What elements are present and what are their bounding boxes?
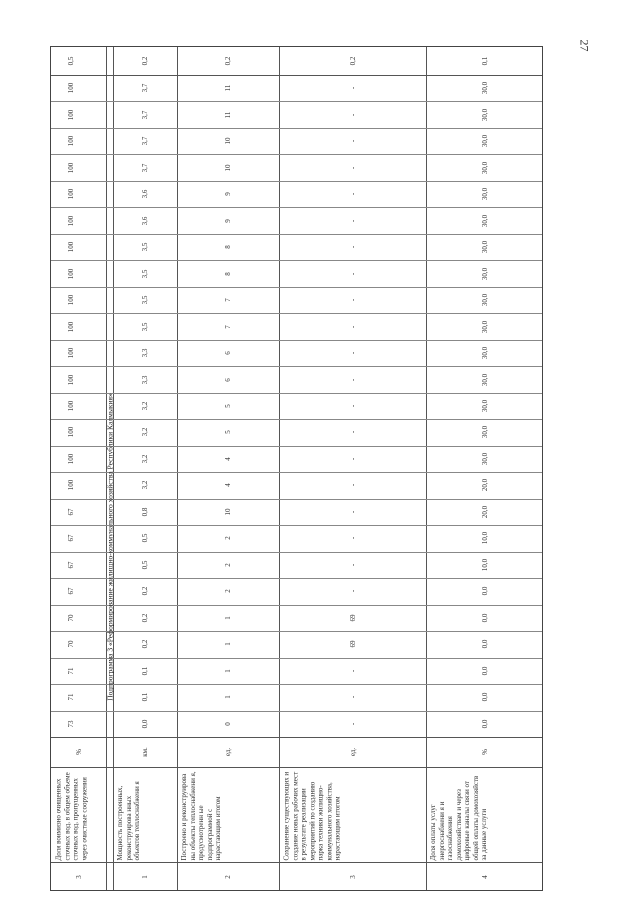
value-cell: 2 <box>224 536 232 541</box>
value-cell: 0,8 <box>141 507 149 517</box>
value-cell: 100 <box>67 188 75 200</box>
value-cell: 30,0 <box>481 82 489 95</box>
value-cell: 100 <box>67 294 75 306</box>
value-cell: 30,0 <box>481 108 489 121</box>
value-cell: 30,0 <box>481 240 489 254</box>
value-cell: 0,0 <box>481 666 489 676</box>
value-cell: 100 <box>67 427 75 438</box>
value-cell: 100 <box>67 268 75 279</box>
column-divider <box>51 578 542 579</box>
value-cell: 8 <box>224 271 232 276</box>
column-divider <box>51 181 542 182</box>
value-cell: - <box>348 325 357 328</box>
value-cell: 1 <box>224 642 232 647</box>
column-divider <box>51 711 542 712</box>
value-cell: 0,1 <box>141 692 149 702</box>
unit: % <box>74 749 83 755</box>
column-divider <box>51 75 542 76</box>
value-cell: 100 <box>67 162 75 173</box>
value-cell: 70 <box>67 614 75 622</box>
value-cell: 30,0 <box>481 320 489 333</box>
value-cell: 100 <box>67 453 75 465</box>
indicator-name: Доля воимизно очищенных сточных вод, в общем объеме сточных вод, пропущенных через очистные сооружения <box>54 771 88 860</box>
value-cell: 3,3 <box>141 375 149 384</box>
row-number: 1 <box>141 875 149 879</box>
row-number: 4 <box>481 875 489 879</box>
value-cell: 0,0 <box>481 719 489 729</box>
column-divider <box>51 287 542 288</box>
column-divider <box>51 631 542 632</box>
value-cell: 30,0 <box>481 188 489 201</box>
value-cell: 30,0 <box>481 293 489 307</box>
value-cell: 69 <box>348 614 357 622</box>
value-cell: 30,0 <box>481 452 489 466</box>
value-cell: 69 <box>348 640 357 648</box>
unit: ед. <box>348 747 357 757</box>
value-cell: - <box>348 537 357 540</box>
last-value-cell: 0,1 <box>481 56 489 66</box>
value-cell: - <box>348 590 357 593</box>
indicator-name: Построено и реконструирова ны объекты теплоснабжени я, предусмотренн ые подпрограммой с нарастающим итогом <box>180 770 222 860</box>
value-cell: - <box>348 166 357 169</box>
value-cell: 70 <box>67 640 75 648</box>
value-cell: - <box>348 510 357 514</box>
value-cell: 10 <box>224 164 232 172</box>
value-cell: 11 <box>224 111 232 119</box>
value-cell: 10 <box>224 137 232 145</box>
value-cell: - <box>348 431 357 434</box>
value-cell: 3,6 <box>141 189 149 199</box>
value-cell: 9 <box>224 192 232 196</box>
column-divider <box>51 446 542 447</box>
value-cell: - <box>348 245 357 249</box>
unit: км. <box>141 747 149 757</box>
value-cell: 30,0 <box>481 161 489 174</box>
value-cell: 0,0 <box>481 586 489 596</box>
value-cell: 3,5 <box>141 242 149 252</box>
value-cell: 100 <box>67 135 75 147</box>
value-cell: 20,0 <box>481 479 489 492</box>
value-cell: 1 <box>224 616 232 620</box>
value-cell: - <box>348 192 357 196</box>
value-cell: 0 <box>224 722 232 726</box>
value-cell: 30,0 <box>481 267 489 280</box>
value-cell: - <box>348 87 357 90</box>
value-cell: 67 <box>67 587 75 595</box>
value-cell: - <box>348 219 357 222</box>
value-cell: 6 <box>224 351 232 355</box>
value-cell: - <box>348 722 357 725</box>
value-cell: - <box>348 404 357 408</box>
row-number: 3 <box>74 875 83 879</box>
value-cell: - <box>348 669 357 672</box>
row-divider <box>426 47 427 890</box>
row-number: 2 <box>224 875 232 879</box>
value-cell: 100 <box>67 109 75 120</box>
value-cell: - <box>348 563 357 567</box>
value-cell: 0,1 <box>141 666 149 676</box>
value-cell: 2 <box>224 563 232 567</box>
column-divider <box>51 366 542 367</box>
value-cell: 73 <box>67 720 75 728</box>
value-cell: 0,2 <box>141 639 149 649</box>
value-cell: - <box>348 457 357 461</box>
column-divider <box>51 862 542 863</box>
value-cell: 30,0 <box>481 373 489 386</box>
value-cell: 100 <box>67 215 75 226</box>
value-cell: 10,0 <box>481 532 489 545</box>
value-cell: 30,0 <box>481 135 489 148</box>
value-cell: 1 <box>224 669 232 673</box>
value-cell: 3,7 <box>141 163 149 173</box>
value-cell: 3,2 <box>141 401 149 411</box>
value-cell: 7 <box>224 324 232 329</box>
value-cell: 0,5 <box>141 534 149 543</box>
value-cell: 30,0 <box>481 426 489 439</box>
value-cell: 11 <box>224 84 232 92</box>
value-cell: 30,0 <box>481 214 489 227</box>
value-cell: 71 <box>67 667 75 675</box>
value-cell: - <box>348 140 357 143</box>
value-cell: 9 <box>224 218 232 223</box>
value-cell: 0,2 <box>141 613 149 623</box>
value-cell: - <box>348 298 357 302</box>
column-divider <box>51 525 542 526</box>
last-value-cell: 0,2 <box>141 56 149 66</box>
column-divider <box>51 658 542 659</box>
value-cell: 20,0 <box>481 505 489 519</box>
value-cell: 3,5 <box>141 295 149 305</box>
value-cell: - <box>348 351 357 355</box>
value-cell: 10,0 <box>481 558 489 571</box>
column-divider <box>51 101 542 102</box>
indicators-table <box>50 46 543 891</box>
value-cell: 10 <box>224 508 232 516</box>
value-cell: 8 <box>224 245 232 249</box>
row-divider <box>177 47 178 890</box>
last-value-cell: 0,2 <box>348 56 357 66</box>
column-divider <box>51 552 542 553</box>
value-cell: 5 <box>224 430 232 435</box>
value-cell: 0,0 <box>481 639 489 649</box>
value-cell: 71 <box>67 693 75 701</box>
subprogram-title: Подпрограмма 3 «Реформирование жилищно-коммунального хозяйства Республики Калмыкия» <box>105 393 114 701</box>
value-cell: 30,0 <box>481 399 489 413</box>
value-cell: 30,0 <box>481 346 489 360</box>
value-cell: 3,2 <box>141 454 149 464</box>
value-cell: 3,7 <box>141 83 149 93</box>
value-cell: 5 <box>224 404 232 408</box>
indicator-name: Мощность построенных, реконструирова нных объектов теплоснабжени я <box>116 780 141 860</box>
value-cell: 3,2 <box>141 481 149 490</box>
unit: % <box>481 749 489 755</box>
value-cell: 3,7 <box>141 110 149 120</box>
page-number: 27 <box>577 39 592 52</box>
value-cell: 100 <box>67 374 75 385</box>
value-cell: 0,0 <box>481 692 489 702</box>
value-cell: 100 <box>67 480 75 491</box>
value-cell: 6 <box>224 377 232 382</box>
value-cell: 0,5 <box>141 560 149 570</box>
value-cell: 67 <box>67 508 75 516</box>
value-cell: 3,2 <box>141 428 149 437</box>
column-divider <box>51 234 542 235</box>
column-divider <box>51 767 542 768</box>
column-divider <box>51 684 542 685</box>
row-number: 3 <box>348 875 357 879</box>
value-cell: 67 <box>67 534 75 542</box>
last-value-cell: 0,5 <box>67 56 75 66</box>
column-divider <box>51 419 542 420</box>
value-cell: - <box>348 272 357 275</box>
row-divider <box>279 47 280 890</box>
value-cell: 3,6 <box>141 216 149 225</box>
last-value-cell: 0,2 <box>224 56 232 66</box>
column-divider <box>51 605 542 606</box>
value-cell: 2 <box>224 589 232 594</box>
value-cell: 100 <box>67 400 75 412</box>
value-cell: 67 <box>67 561 75 569</box>
column-divider <box>51 393 542 394</box>
unit: ед. <box>224 747 232 757</box>
column-divider <box>51 737 542 738</box>
value-cell: - <box>348 378 357 381</box>
indicator-name: Доля оплаты услуг энергоснабжени я и газоснабжения домохозяйствам и через цифровые каналы связи от общей оплаты домохозяйств за данные услуги <box>429 775 488 860</box>
value-cell: 100 <box>67 347 75 359</box>
value-cell: 3,5 <box>141 322 149 331</box>
value-cell: - <box>348 484 357 487</box>
column-divider <box>51 260 542 261</box>
value-cell: 0,0 <box>481 613 489 623</box>
value-cell: 1 <box>224 695 232 700</box>
column-divider <box>51 154 542 155</box>
value-cell: 100 <box>67 82 75 94</box>
column-divider <box>51 207 542 208</box>
value-cell: 3,3 <box>141 348 149 358</box>
value-cell: 0,2 <box>141 586 149 596</box>
column-divider <box>51 128 542 129</box>
value-cell: 3,5 <box>141 269 149 278</box>
column-divider <box>51 472 542 473</box>
value-cell: 4 <box>224 483 232 488</box>
column-divider <box>51 340 542 341</box>
value-cell: 4 <box>224 457 232 461</box>
indicator-name: Сохранение существующих и создание новых рабочих мест в результате реализации мероприятий по созданию парка техники жилищно-коммунального хозяйства, нарастающим итогом <box>282 771 341 860</box>
column-divider <box>51 499 542 500</box>
value-cell: 7 <box>224 298 232 302</box>
value-cell: 0,0 <box>141 719 149 729</box>
value-cell: - <box>348 696 357 699</box>
value-cell: 100 <box>67 241 75 253</box>
value-cell: - <box>348 113 357 116</box>
value-cell: 3,7 <box>141 136 149 146</box>
column-divider <box>51 313 542 314</box>
value-cell: 100 <box>67 321 75 332</box>
